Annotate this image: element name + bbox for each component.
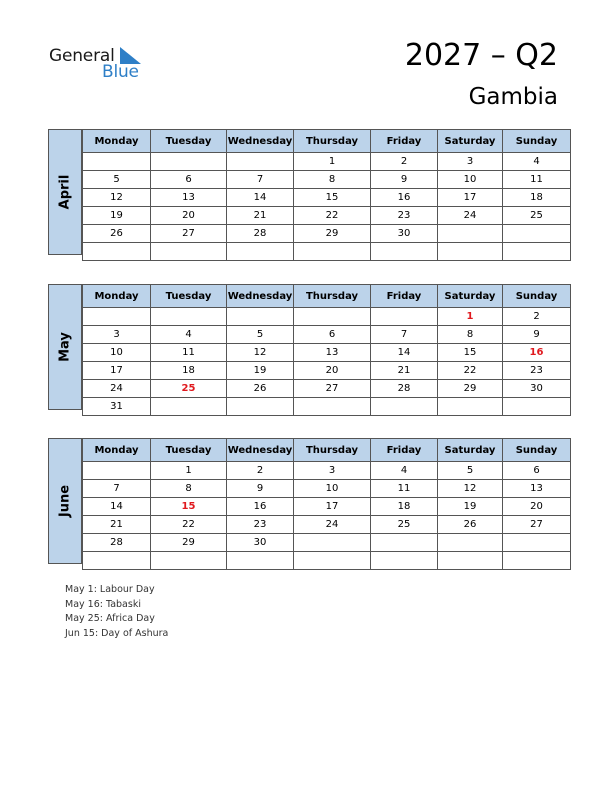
week-row	[83, 171, 571, 189]
day-cell	[371, 308, 438, 326]
day-cell	[294, 552, 371, 570]
day-cell: 2	[503, 308, 571, 326]
day-cell: 13	[503, 480, 571, 498]
day-cell: 6	[503, 462, 571, 480]
day-cell	[371, 534, 438, 552]
day-cell: 29	[438, 380, 503, 398]
day-cell: 11	[503, 171, 571, 189]
country-name: Gambia	[468, 84, 558, 110]
week-row	[83, 225, 571, 243]
weekday-header: Wednesday	[227, 285, 294, 308]
day-cell	[503, 534, 571, 552]
day-cell: 27	[294, 380, 371, 398]
day-cell: 8	[294, 171, 371, 189]
day-cell: 23	[227, 516, 294, 534]
day-cell: 1	[294, 153, 371, 171]
day-cell: 8	[438, 326, 503, 344]
day-cell: 11	[371, 480, 438, 498]
weekday-header: Wednesday	[227, 439, 294, 462]
weekday-header-row	[83, 439, 571, 462]
day-cell	[227, 552, 294, 570]
logo-text-general: General	[49, 46, 115, 66]
weekday-header: Tuesday	[151, 285, 227, 308]
day-cell: 15	[151, 498, 227, 516]
weekday-header: Monday	[83, 285, 151, 308]
calendar-table	[82, 129, 571, 261]
day-cell: 7	[371, 326, 438, 344]
day-cell: 5	[83, 171, 151, 189]
day-cell: 1	[151, 462, 227, 480]
month-name: May	[57, 332, 73, 362]
day-cell	[503, 243, 571, 261]
day-cell: 30	[227, 534, 294, 552]
weekday-header-row	[83, 130, 571, 153]
day-cell	[83, 243, 151, 261]
week-row	[83, 552, 571, 570]
weekday-header: Friday	[371, 130, 438, 153]
day-cell: 12	[227, 344, 294, 362]
day-cell: 14	[227, 189, 294, 207]
page-title: 2027 – Q2	[404, 38, 558, 73]
weekday-header: Friday	[371, 439, 438, 462]
day-cell: 3	[438, 153, 503, 171]
week-row	[83, 326, 571, 344]
calendar-table	[82, 284, 571, 416]
holiday-item: May 16: Tabaski	[65, 598, 141, 610]
day-cell: 19	[438, 498, 503, 516]
weekday-header: Sunday	[503, 439, 571, 462]
day-cell: 25	[151, 380, 227, 398]
day-cell: 13	[294, 344, 371, 362]
day-cell: 24	[294, 516, 371, 534]
day-cell: 3	[83, 326, 151, 344]
day-cell	[83, 153, 151, 171]
holiday-item: May 1: Labour Day	[65, 584, 155, 595]
week-row	[83, 534, 571, 552]
day-cell: 5	[438, 462, 503, 480]
day-cell: 4	[503, 153, 571, 171]
day-cell: 26	[227, 380, 294, 398]
weekday-header: Wednesday	[227, 130, 294, 153]
day-cell	[151, 308, 227, 326]
day-cell	[371, 243, 438, 261]
day-cell: 12	[438, 480, 503, 498]
day-cell: 22	[438, 362, 503, 380]
day-cell: 9	[503, 326, 571, 344]
day-cell: 14	[83, 498, 151, 516]
day-cell: 16	[371, 189, 438, 207]
weekday-header: Tuesday	[151, 439, 227, 462]
weekday-header: Friday	[371, 285, 438, 308]
day-cell	[227, 243, 294, 261]
week-row	[83, 153, 571, 171]
day-cell	[83, 308, 151, 326]
day-cell: 16	[227, 498, 294, 516]
week-row	[83, 243, 571, 261]
month-calendar-may	[48, 284, 563, 410]
day-cell: 2	[227, 462, 294, 480]
day-cell	[503, 225, 571, 243]
day-cell: 11	[151, 344, 227, 362]
day-cell: 13	[151, 189, 227, 207]
day-cell: 25	[371, 516, 438, 534]
day-cell	[151, 243, 227, 261]
day-cell: 23	[503, 362, 571, 380]
day-cell: 30	[371, 225, 438, 243]
month-label-cell	[48, 129, 82, 255]
day-cell: 4	[371, 462, 438, 480]
day-cell: 1	[438, 308, 503, 326]
day-cell: 19	[227, 362, 294, 380]
day-cell: 27	[503, 516, 571, 534]
day-cell	[294, 534, 371, 552]
day-cell	[438, 398, 503, 416]
week-row	[83, 480, 571, 498]
day-cell: 6	[294, 326, 371, 344]
week-row	[83, 207, 571, 225]
day-cell: 30	[503, 380, 571, 398]
day-cell	[83, 552, 151, 570]
weekday-header: Monday	[83, 439, 151, 462]
month-name: June	[57, 484, 73, 518]
day-cell: 20	[294, 362, 371, 380]
week-row	[83, 362, 571, 380]
day-cell: 18	[503, 189, 571, 207]
day-cell: 24	[438, 207, 503, 225]
day-cell	[438, 243, 503, 261]
weekday-header: Thursday	[294, 130, 371, 153]
day-cell: 24	[83, 380, 151, 398]
day-cell: 16	[503, 344, 571, 362]
day-cell: 27	[151, 225, 227, 243]
weekday-header: Saturday	[438, 285, 503, 308]
day-cell: 5	[227, 326, 294, 344]
day-cell: 28	[83, 534, 151, 552]
logo-text-blue: Blue	[102, 62, 139, 82]
day-cell	[151, 552, 227, 570]
holiday-list	[65, 584, 168, 642]
holiday-item: Jun 15: Day of Ashura	[65, 627, 169, 639]
day-cell: 20	[503, 498, 571, 516]
day-cell	[151, 153, 227, 171]
day-cell: 17	[294, 498, 371, 516]
day-cell: 8	[151, 480, 227, 498]
day-cell: 28	[371, 380, 438, 398]
month-label-cell	[48, 438, 82, 564]
day-cell: 17	[83, 362, 151, 380]
week-row	[83, 498, 571, 516]
day-cell: 31	[83, 398, 151, 416]
day-cell: 17	[438, 189, 503, 207]
day-cell: 19	[83, 207, 151, 225]
weekday-header: Saturday	[438, 439, 503, 462]
day-cell: 21	[227, 207, 294, 225]
day-cell: 4	[151, 326, 227, 344]
day-cell: 22	[151, 516, 227, 534]
weekday-header: Tuesday	[151, 130, 227, 153]
day-cell: 10	[438, 171, 503, 189]
generalblue-logo	[49, 44, 159, 84]
holiday-item: May 25: Africa Day	[65, 613, 155, 624]
day-cell: 23	[371, 207, 438, 225]
day-cell: 10	[294, 480, 371, 498]
day-cell	[503, 552, 571, 570]
day-cell: 26	[83, 225, 151, 243]
week-row	[83, 308, 571, 326]
day-cell: 14	[371, 344, 438, 362]
day-cell	[83, 462, 151, 480]
day-cell: 26	[438, 516, 503, 534]
day-cell: 22	[294, 207, 371, 225]
day-cell	[371, 552, 438, 570]
weekday-header-row	[83, 285, 571, 308]
day-cell	[438, 534, 503, 552]
day-cell: 15	[438, 344, 503, 362]
month-label-cell	[48, 284, 82, 410]
month-calendar-april	[48, 129, 563, 255]
day-cell: 6	[151, 171, 227, 189]
weekday-header: Thursday	[294, 439, 371, 462]
day-cell	[294, 243, 371, 261]
day-cell	[438, 552, 503, 570]
day-cell: 2	[371, 153, 438, 171]
day-cell	[151, 398, 227, 416]
day-cell: 10	[83, 344, 151, 362]
weekday-header: Monday	[83, 130, 151, 153]
day-cell: 12	[83, 189, 151, 207]
week-row	[83, 462, 571, 480]
day-cell	[438, 225, 503, 243]
month-calendar-june	[48, 438, 563, 564]
day-cell	[371, 398, 438, 416]
day-cell	[227, 153, 294, 171]
month-name: April	[57, 174, 73, 210]
day-cell: 15	[294, 189, 371, 207]
week-row	[83, 516, 571, 534]
weekday-header: Sunday	[503, 130, 571, 153]
day-cell	[227, 398, 294, 416]
day-cell: 29	[151, 534, 227, 552]
day-cell	[294, 308, 371, 326]
day-cell: 18	[371, 498, 438, 516]
day-cell	[227, 308, 294, 326]
day-cell: 9	[371, 171, 438, 189]
week-row	[83, 380, 571, 398]
day-cell: 28	[227, 225, 294, 243]
day-cell	[503, 398, 571, 416]
day-cell: 9	[227, 480, 294, 498]
calendar-table	[82, 438, 571, 570]
weekday-header: Saturday	[438, 130, 503, 153]
day-cell: 18	[151, 362, 227, 380]
day-cell: 20	[151, 207, 227, 225]
weekday-header: Thursday	[294, 285, 371, 308]
day-cell: 21	[371, 362, 438, 380]
day-cell: 21	[83, 516, 151, 534]
week-row	[83, 398, 571, 416]
week-row	[83, 344, 571, 362]
day-cell: 3	[294, 462, 371, 480]
day-cell: 7	[83, 480, 151, 498]
day-cell: 29	[294, 225, 371, 243]
day-cell: 7	[227, 171, 294, 189]
day-cell	[294, 398, 371, 416]
weekday-header: Sunday	[503, 285, 571, 308]
week-row	[83, 189, 571, 207]
day-cell: 25	[503, 207, 571, 225]
